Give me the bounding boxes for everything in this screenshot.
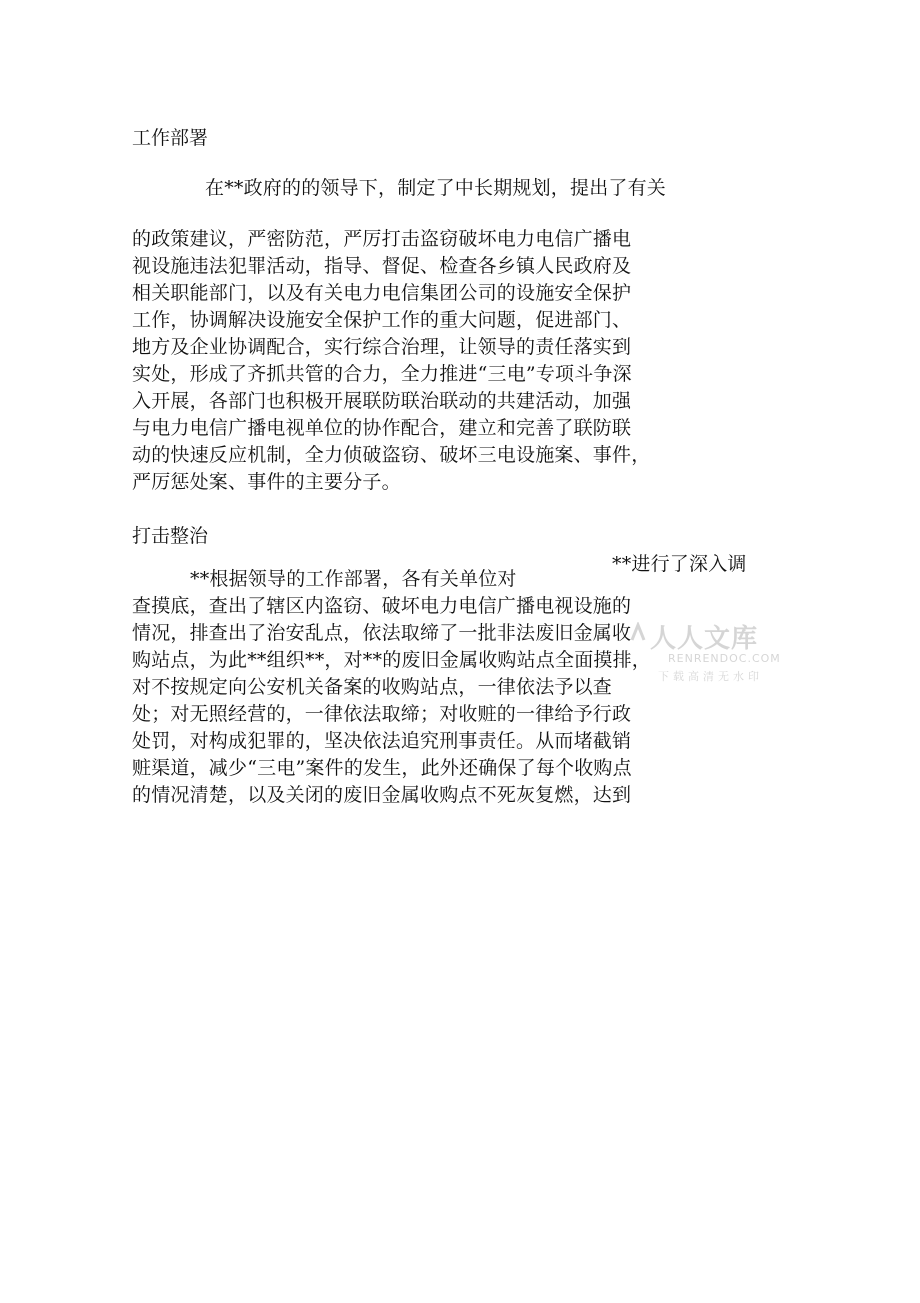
- paragraph-line: 处；对无照经营的，一律依法取缔；对收赃的一律给予行政: [132, 703, 632, 725]
- paragraph-line: 工作，协调解决设施安全保护工作的重大问题，促进部门、: [132, 309, 632, 331]
- paragraph-line: 动的快速反应机制，全力侦破盗窃、破坏三电设施案、事件，: [132, 444, 651, 466]
- section-heading-crackdown: 打击整治: [132, 525, 209, 547]
- section-heading-deployment: 工作部署: [132, 127, 209, 149]
- watermark-title: 人人文库: [650, 624, 759, 654]
- paragraph-line: 的情况清楚，以及关闭的废旧金属收购点不死灰复燃，达到: [132, 784, 632, 806]
- paragraph-line: 处罚，对构成犯罪的，坚决依法追究刑事责任。从而堵截销: [132, 730, 632, 752]
- paragraph-line: 视设施违法犯罪活动，指导、督促、检查各乡镇人民政府及: [132, 255, 632, 277]
- paragraph-line: 入开展，各部门也积极开展联防联治联动的共建活动，加强: [132, 390, 632, 412]
- paragraph-line: **根据领导的工作部署，各有关单位对: [190, 568, 517, 590]
- paragraph-line: 严厉惩处案、事件的主要分子。: [132, 471, 401, 493]
- watermark-url: RENRENDOC.COM: [668, 652, 781, 665]
- paragraph-line: 查摸底，查出了辖区内盗窃、破坏电力电信广播电视设施的: [132, 595, 632, 617]
- paragraph-line: 的政策建议，严密防范，严厉打击盗窃破坏电力电信广播电: [132, 228, 632, 250]
- paragraph-line: 相关职能部门，以及有关电力电信集团公司的设施安全保护: [132, 282, 632, 304]
- paragraph-line: 在**政府的的领导下，制定了中长期规划，提出了有关: [205, 177, 667, 199]
- paragraph-line: 地方及企业协调配合，实行综合治理，让领导的责任落实到: [132, 336, 632, 358]
- paragraph-line: 与电力电信广播电视单位的协作配合，建立和完善了联防联: [132, 417, 632, 439]
- paragraph-fragment-right: **进行了深入调: [612, 553, 747, 575]
- paragraph-line: 赃渠道，减少“三电”案件的发生，此外还确保了每个收购点: [132, 757, 632, 779]
- watermark-subtitle: 下载高清无水印: [658, 670, 763, 683]
- paragraph-line: 情况，排查出了治安乱点，依法取缔了一批非法废旧金属收: [132, 622, 632, 644]
- paragraph-line: 实处，形成了齐抓共管的合力，全力推进“三电”专项斗争深: [132, 363, 632, 385]
- paragraph-line: 对不按规定向公安机关备案的收购站点，一律依法予以查: [132, 676, 613, 698]
- paragraph-line: 购站点，为此**组织**，对**的废旧金属收购站点全面摸排，: [132, 649, 652, 671]
